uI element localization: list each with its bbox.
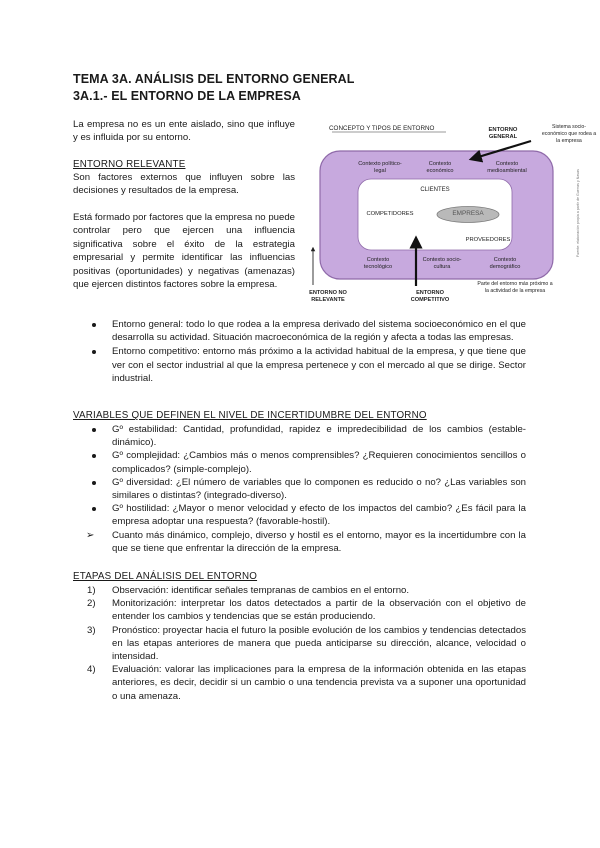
- entornos-list: [87, 318, 526, 385]
- entorno-diagram: [305, 118, 597, 318]
- label-empresa: EMPRESA: [452, 210, 484, 217]
- intro-paragraph: La empresa no es un ente aislado, sino que influye y es influida por su entorno.: [73, 119, 295, 144]
- bullet-icon: [92, 507, 96, 511]
- bullet-icon: [92, 454, 96, 458]
- diagram-source-note: Fuente: elaboración propia a partir de Guerras y Navas: [576, 169, 580, 257]
- ctx-medioambiental: Contexto medioambiental: [487, 161, 527, 174]
- ctx-politico-legal: Contexto político-legal: [358, 161, 402, 174]
- label-entorno-no-relevante: ENTORNO NO RELEVANTE: [309, 290, 347, 303]
- variable-diversidad: Gº diversidad: ¿El número de variables que lo componen es reducido o no? ¿Las variables son similares o distintas? (integrado-diverso).: [112, 476, 526, 502]
- step-text: Evaluación: valorar las implicaciones para la empresa de la información obtenida en las etapas anteriores, es decir, decidir si un cambio o una tendencia prevista va a suponer una oportunidad o una amenaza.: [112, 664, 526, 702]
- variable-estabilidad: Gº estabilidad: Cantidad, profundidad, rapidez e impredecibilidad de los cambios (estable-dinámico).: [112, 424, 526, 449]
- ctx-tecnologico: Contexto tecnológico: [363, 257, 393, 270]
- list-item: [87, 318, 526, 344]
- step-number: 4): [87, 664, 96, 676]
- list-item: [87, 345, 526, 385]
- entorno-general-text: Entorno general: todo lo que rodea a la empresa derivado del sistema socioeconómico en el que desarrolla su actividad. Situación macroeconómica de la región y afecta a todas las empresas.: [112, 319, 526, 344]
- arrow-bullet-icon: ➢: [86, 529, 95, 541]
- section-title: 3A.1.- EL ENTORNO DE LA EMPRESA: [73, 89, 301, 103]
- step-number: 1): [87, 585, 96, 596]
- list-item: [87, 624, 526, 664]
- step-number: 2): [87, 598, 96, 610]
- variable-complejidad: Gº complejidad: ¿Cambios más o menos comprensibles? ¿Requieren conocimientos sencillos o complicados? (simple-complejo).: [112, 450, 526, 475]
- list-item: [87, 476, 526, 502]
- list-item: [87, 529, 526, 555]
- heading-etapas: ETAPAS DEL ANÁLISIS DEL ENTORNO: [73, 571, 258, 582]
- page-title: TEMA 3A. ANÁLISIS DEL ENTORNO GENERAL: [73, 72, 355, 86]
- step-text: Observación: identificar señales tempranas de cambios en el entorno.: [112, 585, 410, 596]
- heading-entorno-relevante: ENTORNO RELEVANTE: [73, 159, 186, 170]
- bullet-icon: [92, 323, 96, 327]
- step-text: Pronóstico: proyectar hacia el futuro la posible evolución de los cambios y tendencias detectados en las etapas anteriores de manera que pueda anticiparse su dirección, alcance, velocidad o intensidad.: [112, 624, 526, 663]
- variables-list: [87, 423, 526, 555]
- bullet-icon: [92, 350, 96, 354]
- heading-variables: VARIABLES QUE DEFINEN EL NIVEL DE INCERTIDUMBRE DEL ENTORNO: [73, 410, 427, 421]
- step-text: Monitorización: interpretar los datos detectados a partir de la observación con el objetivo de entender los cambios y tendencias que se están produciendo.: [112, 598, 526, 623]
- variables-conclusion: Cuanto más dinámico, complejo, diverso y hostil es el entorno, mayor es la incertidumbre con la que se tiene que enfrentar la dirección de la empresa.: [112, 529, 526, 554]
- label-entorno-general: ENTORNO GENERAL: [488, 127, 518, 140]
- variable-hostilidad: Gº hostilidad: ¿Mayor o menor velocidad y efecto de los impactos del cambio? ¿Es fácil para la empresa adoptar una respuesta? (favorable-hostil).: [112, 503, 526, 528]
- list-item: [87, 423, 526, 449]
- list-item: [87, 584, 526, 597]
- ctx-demografico: Contexto demográfico: [489, 257, 521, 270]
- bullet-icon: [92, 481, 96, 485]
- step-number: 3): [87, 624, 96, 636]
- ctx-sociocultural: Contexto socio-cultura: [422, 257, 462, 270]
- note-entorno-general: Sistema socio-económico que rodea a la empresa: [541, 124, 597, 144]
- label-proveedores: PROVEEDORES: [465, 237, 511, 243]
- etapas-list: [87, 584, 526, 703]
- label-competidores: COMPETIDORES: [366, 211, 414, 217]
- entorno-relevante-description: Está formado por factores que la empresa no puede controlar pero que ejercen una influencia significativa sobre el éxito de la estrategia empresarial y permite identificar las influencias positivas (oportunidades) y negativas (amenazas) que ejercen distintos factores sobre la empresa.: [73, 212, 295, 291]
- list-item: [87, 449, 526, 475]
- label-clientes: CLIENTES: [420, 187, 450, 193]
- list-item: [87, 663, 526, 703]
- note-entorno-competitivo: Parte del entorno más próximo a la actividad de la empresa: [477, 281, 553, 294]
- label-entorno-competitivo: ENTORNO COMPETITIVO: [410, 290, 450, 303]
- entorno-competitivo-text: Entorno competitivo: entorno más próximo a la actividad habitual de la empresa, y que tiene que ver con el sector industrial al que la empresa pertenece y con el mercado al que se dirige. Sector industrial.: [112, 346, 526, 384]
- list-item: [87, 502, 526, 528]
- bullet-icon: [92, 428, 96, 432]
- list-item: [87, 597, 526, 623]
- diagram-title: CONCEPTO Y TIPOS DE ENTORNO: [329, 125, 435, 132]
- entorno-relevante-definition: Son factores externos que influyen sobre las decisiones y resultados de la empresa.: [73, 172, 295, 197]
- ctx-economico: Contexto económico: [426, 161, 454, 174]
